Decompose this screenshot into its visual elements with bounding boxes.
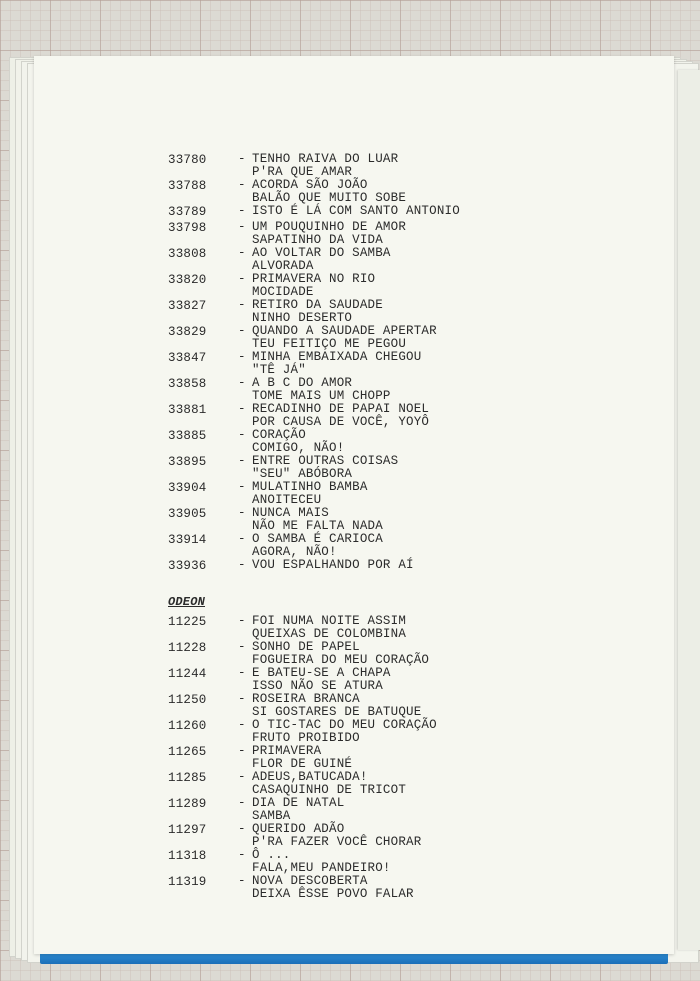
record-number: 33820 bbox=[168, 273, 207, 287]
song-title-a: PRIMAVERA bbox=[252, 744, 322, 758]
song-title-a: TENHO RAIVA DO LUAR bbox=[252, 152, 399, 166]
song-title-a: AO VOLTAR DO SAMBA bbox=[252, 246, 391, 260]
record-number: 11297 bbox=[168, 823, 207, 837]
song-title-a: ENTRE OUTRAS COISAS bbox=[252, 454, 399, 468]
record-entry bbox=[168, 221, 588, 247]
song-title-a: RECADINHO DE PAPAI NOEL bbox=[252, 402, 430, 416]
record-number: 33885 bbox=[168, 429, 207, 443]
record-entry bbox=[168, 179, 588, 205]
record-entry bbox=[168, 247, 588, 273]
entry-dash: - bbox=[238, 298, 246, 312]
song-title-b: SI GOSTARES DE BATUQUE bbox=[252, 705, 422, 719]
record-number: 33858 bbox=[168, 377, 207, 391]
record-number: 11285 bbox=[168, 771, 207, 785]
entry-dash: - bbox=[238, 874, 246, 888]
record-entry bbox=[168, 667, 588, 693]
song-title-b: "SEU" ABÓBORA bbox=[252, 467, 353, 481]
record-entry bbox=[168, 745, 588, 771]
entry-dash: - bbox=[238, 848, 246, 862]
song-title-a: RETIRO DA SAUDADE bbox=[252, 298, 383, 312]
record-entry bbox=[168, 641, 588, 667]
record-entry bbox=[168, 273, 588, 299]
entry-dash: - bbox=[238, 666, 246, 680]
song-title-b: MOCIDADE bbox=[252, 285, 314, 299]
song-title-b: POR CAUSA DE VOCÊ, YOYÔ bbox=[252, 415, 430, 429]
record-number: 33808 bbox=[168, 247, 207, 261]
entry-dash: - bbox=[238, 204, 246, 218]
song-title-b: CASAQUINHO DE TRICOT bbox=[252, 783, 407, 797]
song-title-b: FRUTO PROIBIDO bbox=[252, 731, 360, 745]
song-title-a: ROSEIRA BRANCA bbox=[252, 692, 360, 706]
song-title-b: DEIXA ÊSSE POVO FALAR bbox=[252, 887, 414, 901]
song-title-b: NINHO DESERTO bbox=[252, 311, 353, 325]
song-title-b: FOGUEIRA DO MEU CORAÇÃO bbox=[252, 653, 430, 667]
song-title-b: ANOITECEU bbox=[252, 493, 322, 507]
song-title-b: AGORA, NÃO! bbox=[252, 545, 337, 559]
record-entry bbox=[168, 403, 588, 429]
song-title-a: ISTO É LÁ COM SANTO ANTONIO bbox=[252, 204, 460, 218]
song-title-b: ALVORADA bbox=[252, 259, 314, 273]
record-entry bbox=[168, 507, 588, 533]
entry-dash: - bbox=[238, 220, 246, 234]
entry-dash: - bbox=[238, 506, 246, 520]
entry-dash: - bbox=[238, 532, 246, 546]
song-title-a: MINHA EMBAIXADA CHEGOU bbox=[252, 350, 422, 364]
record-entry bbox=[168, 719, 588, 745]
entry-dash: - bbox=[238, 402, 246, 416]
song-title-a: E BATEU-SE A CHAPA bbox=[252, 666, 391, 680]
record-number: 33914 bbox=[168, 533, 207, 547]
record-entry bbox=[168, 849, 588, 875]
section-gap bbox=[168, 575, 588, 595]
entry-dash: - bbox=[238, 246, 246, 260]
song-title-b: TEU FEITIÇO ME PEGOU bbox=[252, 337, 407, 351]
record-number: 33829 bbox=[168, 325, 207, 339]
right-page-edge bbox=[678, 70, 700, 950]
entry-dash: - bbox=[238, 376, 246, 390]
record-number: 33788 bbox=[168, 179, 207, 193]
entry-dash: - bbox=[238, 614, 246, 628]
record-number: 33827 bbox=[168, 299, 207, 313]
record-entry bbox=[168, 351, 588, 377]
record-entry bbox=[168, 559, 588, 575]
song-title-a: VOU ESPALHANDO POR AÍ bbox=[252, 558, 414, 572]
entry-dash: - bbox=[238, 480, 246, 494]
record-list-section-odeon bbox=[168, 615, 588, 901]
entry-dash: - bbox=[238, 272, 246, 286]
song-title-a: MULATINHO BAMBA bbox=[252, 480, 368, 494]
song-title-b: P'RA FAZER VOCÊ CHORAR bbox=[252, 835, 422, 849]
song-title-a: O TIC-TAC DO MEU CORAÇÃO bbox=[252, 718, 437, 732]
song-title-b: QUEIXAS DE COLOMBINA bbox=[252, 627, 407, 641]
record-number: 11319 bbox=[168, 875, 207, 889]
record-number: 11265 bbox=[168, 745, 207, 759]
song-title-a: ACORDA SÃO JOÃO bbox=[252, 178, 368, 192]
song-title-a: PRIMAVERA NO RIO bbox=[252, 272, 376, 286]
record-entry bbox=[168, 771, 588, 797]
song-title-b: P'RA QUE AMAR bbox=[252, 165, 353, 179]
record-entry bbox=[168, 693, 588, 719]
entry-dash: - bbox=[238, 178, 246, 192]
record-number: 33847 bbox=[168, 351, 207, 365]
record-number: 33936 bbox=[168, 559, 207, 573]
record-number: 11225 bbox=[168, 615, 207, 629]
song-title-a: DIA DE NATAL bbox=[252, 796, 345, 810]
record-entry bbox=[168, 615, 588, 641]
song-title-a: ADEUS,BATUCADA! bbox=[252, 770, 368, 784]
entry-dash: - bbox=[238, 770, 246, 784]
entry-dash: - bbox=[238, 796, 246, 810]
song-title-b: "TÊ JÁ" bbox=[252, 363, 306, 377]
record-number: 33881 bbox=[168, 403, 207, 417]
record-number: 33789 bbox=[168, 205, 207, 219]
record-number: 11318 bbox=[168, 849, 207, 863]
record-entry bbox=[168, 325, 588, 351]
song-title-a: QUERIDO ADÃO bbox=[252, 822, 345, 836]
record-entry bbox=[168, 797, 588, 823]
record-number: 33905 bbox=[168, 507, 207, 521]
record-number: 33798 bbox=[168, 221, 207, 235]
song-title-b: BALÃO QUE MUITO SOBE bbox=[252, 191, 407, 205]
entry-dash: - bbox=[238, 558, 246, 572]
record-number: 33904 bbox=[168, 481, 207, 495]
record-list bbox=[168, 153, 588, 901]
song-title-b: COMIGO, NÃO! bbox=[252, 441, 345, 455]
record-number: 11250 bbox=[168, 693, 207, 707]
entry-dash: - bbox=[238, 428, 246, 442]
song-title-a: Ô ... bbox=[252, 848, 291, 862]
record-entry bbox=[168, 153, 588, 179]
record-entry bbox=[168, 429, 588, 455]
song-title-a: FOI NUMA NOITE ASSIM bbox=[252, 614, 407, 628]
song-title-a: A B C DO AMOR bbox=[252, 376, 353, 390]
song-title-a: CORAÇÃO bbox=[252, 428, 306, 442]
entry-dash: - bbox=[238, 692, 246, 706]
song-title-b: ISSO NÃO SE ATURA bbox=[252, 679, 383, 693]
record-list-section-1 bbox=[168, 153, 588, 575]
record-entry bbox=[168, 455, 588, 481]
record-number: 33895 bbox=[168, 455, 207, 469]
record-entry bbox=[168, 875, 588, 901]
entry-dash: - bbox=[238, 640, 246, 654]
record-entry bbox=[168, 533, 588, 559]
song-title-b: FALA,MEU PANDEIRO! bbox=[252, 861, 391, 875]
record-entry bbox=[168, 481, 588, 507]
song-title-b: TOME MAIS UM CHOPP bbox=[252, 389, 391, 403]
record-number: 11228 bbox=[168, 641, 207, 655]
document-page bbox=[34, 56, 674, 954]
entry-dash: - bbox=[238, 718, 246, 732]
record-entry bbox=[168, 205, 588, 221]
song-title-b: SAPATINHO DA VIDA bbox=[252, 233, 383, 247]
song-title-a: O SAMBA É CARIOCA bbox=[252, 532, 383, 546]
entry-dash: - bbox=[238, 152, 246, 166]
record-number: 33780 bbox=[168, 153, 207, 167]
song-title-b: FLOR DE GUINÉ bbox=[252, 757, 353, 771]
odeon-label: ODEON bbox=[168, 595, 206, 609]
song-title-a: QUANDO A SAUDADE APERTAR bbox=[252, 324, 437, 338]
entry-dash: - bbox=[238, 822, 246, 836]
entry-dash: - bbox=[238, 744, 246, 758]
song-title-b: NÃO ME FALTA NADA bbox=[252, 519, 383, 533]
record-number: 11260 bbox=[168, 719, 207, 733]
entry-dash: - bbox=[238, 454, 246, 468]
song-title-b: SAMBA bbox=[252, 809, 291, 823]
record-number: 11244 bbox=[168, 667, 207, 681]
entry-dash: - bbox=[238, 324, 246, 338]
record-entry bbox=[168, 377, 588, 403]
song-title-a: NOVA DESCOBERTA bbox=[252, 874, 368, 888]
song-title-a: SONHO DE PAPEL bbox=[252, 640, 360, 654]
entry-dash: - bbox=[238, 350, 246, 364]
record-entry bbox=[168, 823, 588, 849]
song-title-a: NUNCA MAIS bbox=[252, 506, 330, 520]
record-number: 11289 bbox=[168, 797, 207, 811]
song-title-a: UM POUQUINHO DE AMOR bbox=[252, 220, 407, 234]
record-entry bbox=[168, 299, 588, 325]
